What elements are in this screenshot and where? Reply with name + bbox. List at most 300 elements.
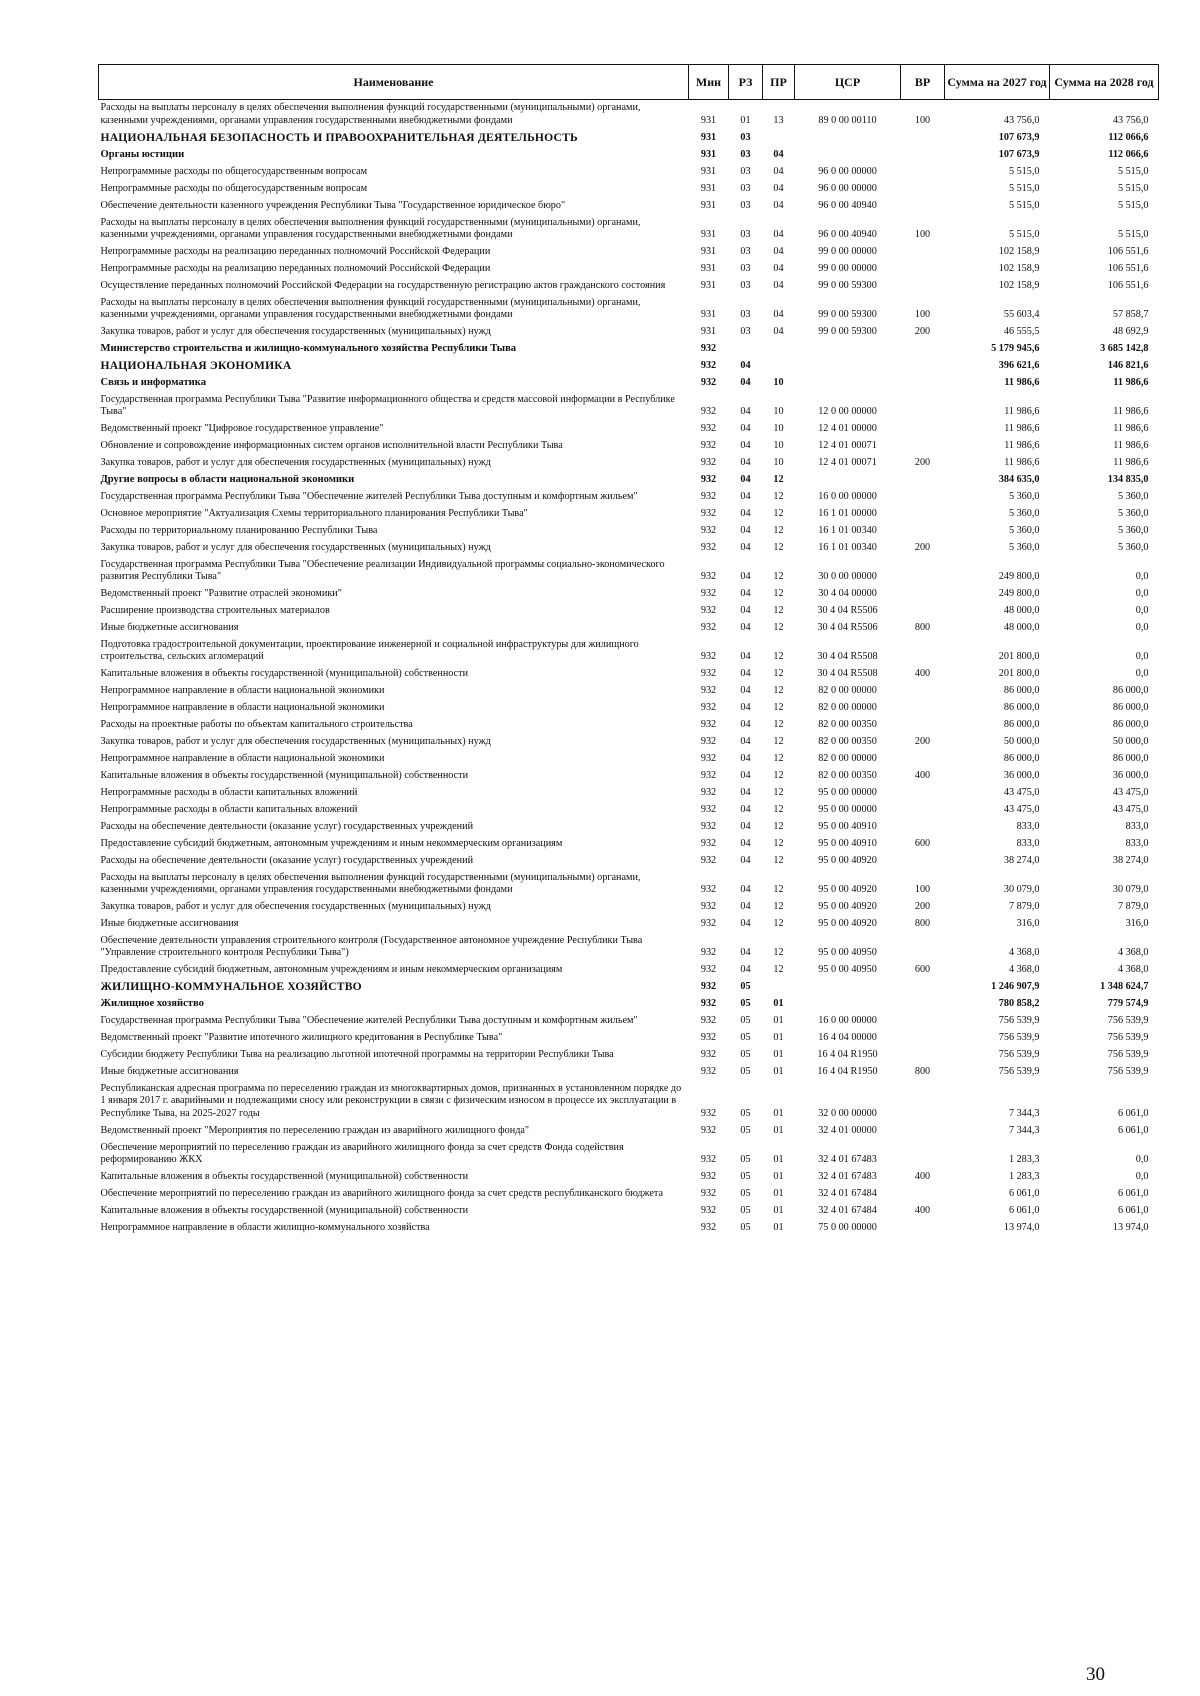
row-name: Ведомственный проект "Развитие отраслей экономики" [100,588,342,600]
row-sum-2028: 5 515,0 [1117,228,1149,240]
row-vr [901,1030,945,1047]
row-rz: 04 [740,804,751,816]
table-row [99,294,1159,323]
row-sum-2027: 107 673,9 [998,148,1040,160]
row-name: Предоставление субсидий бюджетным, автономным учреждениям и иным некоммерческим организациям [100,838,563,849]
row-name: Закупка товаров, работ и услуг для обеспечения государственных (муниципальных) нужд [100,456,491,468]
row-min: 932 [700,473,717,485]
table-row [99,1064,1159,1081]
row-pr: 12 [773,838,784,849]
row-rz: 05 [740,1124,751,1136]
row-vr: 200 [914,901,931,913]
row-rz: 04 [740,838,751,849]
row-name: Непрограммные расходы на реализацию переданных полномочий Российской Федерации [100,245,491,257]
row-vr [901,489,945,506]
row-rz: 04 [740,651,751,663]
row-sum-2028: 30 079,0 [1112,884,1149,896]
row-sum-2027: 249 800,0 [998,588,1040,600]
row-name: Закупка товаров, работ и услуг для обеспечения государственных (муниципальных) нужд [100,325,491,337]
row-vr [901,163,945,180]
row-name: Республиканская адресная программа по переселению граждан из многоквартирных домов, признанных в установленном порядке до 1 января 2017 г. аварийными и подлежащими сносу или реконструкции в связи с физическим износом в процессе их эксплуатации в Республике Тыва, на 2025-2027 годы [100,1083,682,1119]
row-sum-2028: 0,0 [1135,668,1149,680]
row-min: 932 [700,524,717,536]
row-rz: 05 [740,981,751,993]
row-sum-2027: 102 158,9 [998,262,1040,274]
row-sum-2028: 833,0 [1125,838,1149,849]
row-rz: 03 [740,325,751,337]
row-vr [901,853,945,870]
row-sum-2028: 86 000,0 [1112,685,1149,697]
row-sum-2027: 756 539,9 [998,1049,1040,1061]
row-sum-2028: 43 756,0 [1112,114,1149,126]
row-pr [763,979,795,996]
row-name: Капитальные вложения в объекты государственной (муниципальной) собственности [100,1170,469,1182]
row-sum-2028: 5 360,0 [1117,541,1149,553]
row-sum-2027: 7 344,3 [1008,1107,1040,1119]
row-vr [901,1013,945,1030]
row-csr: 95 0 00 40910 [818,838,877,849]
row-csr: 99 0 00 59300 [818,279,877,291]
row-csr: 32 4 01 67484 [818,1204,877,1216]
row-pr: 10 [773,439,784,451]
row-pr: 12 [773,651,784,663]
row-rz: 04 [740,901,751,913]
row-vr [901,1139,945,1168]
row-csr: 95 0 00 40920 [818,918,877,930]
row-sum-2027: 6 061,0 [1008,1187,1040,1199]
row-csr: 99 0 00 59300 [818,325,877,337]
row-vr [901,1185,945,1202]
row-rz: 04 [740,753,751,765]
row-sum-2027: 249 800,0 [998,571,1040,583]
row-sum-2028: 146 821,6 [1107,359,1149,371]
row-min: 931 [700,114,717,126]
row-pr: 01 [773,1066,784,1078]
row-csr: 30 0 00 00000 [818,571,877,583]
row-pr: 13 [773,114,784,126]
row-pr: 10 [773,456,784,468]
table-row [99,734,1159,751]
row-vr [901,340,945,357]
row-csr: 82 0 00 00000 [818,685,877,697]
row-rz: 04 [740,685,751,697]
row-vr: 400 [914,668,931,680]
row-vr [901,260,945,277]
budget-table [98,64,1159,1236]
row-rz: 03 [740,148,751,160]
row-csr: 12 0 00 00000 [818,405,877,417]
row-sum-2027: 5 515,0 [1008,228,1040,240]
table-row [99,586,1159,603]
row-vr [901,1122,945,1139]
row-sum-2027: 48 000,0 [1003,621,1040,633]
table-row [99,916,1159,933]
row-pr: 04 [773,148,784,160]
row-min: 931 [700,228,717,240]
row-name: Иные бюджетные ассигнования [100,1066,239,1078]
row-name: Ведомственный проект "Мероприятия по переселению граждан из аварийного жилищного фонда" [100,1124,530,1136]
table-row [99,899,1159,916]
row-name: Расходы на выплаты персоналу в целях обеспечения выполнения функций государственными (муниципальными) органами, казенными учреждениями, органами управления государственными внебюджетными фондами [100,871,641,896]
table-row [99,374,1159,391]
row-min: 932 [700,901,717,913]
row-pr: 12 [773,685,784,697]
row-rz: 04 [740,376,751,388]
row-vr [901,683,945,700]
table-row [99,1202,1159,1219]
row-min: 932 [700,342,717,354]
row-sum-2027: 86 000,0 [1003,702,1040,714]
row-csr [795,472,901,489]
table-row [99,455,1159,472]
row-rz: 04 [740,621,751,633]
table-row [99,717,1159,734]
row-rz: 03 [740,228,751,240]
header-sum-2027: Сумма на 2027 год [945,65,1050,100]
row-csr: 30 4 04 R5508 [817,668,878,680]
table-row [99,1122,1159,1139]
row-rz: 04 [740,719,751,731]
row-rz: 04 [740,490,751,502]
row-pr: 04 [773,165,784,177]
row-name: Жилищное хозяйство [100,998,204,1010]
row-csr: 32 4 01 67483 [818,1170,877,1182]
row-rz: 04 [740,821,751,833]
row-sum-2028: 1 348 624,7 [1100,981,1149,993]
row-pr: 04 [773,199,784,211]
row-sum-2028: 5 515,0 [1117,199,1149,211]
row-vr [901,505,945,522]
row-min: 932 [700,838,717,849]
table-row [99,768,1159,785]
row-sum-2028: 756 539,9 [1107,1049,1149,1061]
row-vr [901,472,945,489]
row-vr [901,421,945,438]
row-vr [901,438,945,455]
row-sum-2027: 43 475,0 [1003,787,1040,799]
row-vr: 600 [914,964,931,976]
row-rz: 03 [740,279,751,291]
row-pr [763,129,795,146]
row-csr: 16 1 01 00340 [818,541,877,553]
row-min: 932 [700,1066,717,1078]
table-row [99,489,1159,506]
table-row [99,666,1159,683]
row-pr: 01 [773,1170,784,1182]
row-pr: 04 [773,245,784,257]
row-rz: 03 [740,262,751,274]
row-csr: 89 0 00 00110 [818,114,877,126]
row-sum-2027: 396 621,6 [998,359,1040,371]
row-rz: 05 [740,1153,751,1165]
table-row [99,836,1159,853]
row-sum-2028: 5 515,0 [1117,182,1149,194]
row-sum-2027: 1 283,3 [1008,1153,1040,1165]
row-min: 932 [700,588,717,600]
row-rz: 05 [740,1221,751,1233]
row-vr [901,522,945,539]
row-pr: 12 [773,507,784,519]
row-sum-2027: 55 603,4 [1003,308,1040,320]
row-sum-2028: 6 061,0 [1117,1107,1149,1119]
row-csr [795,374,901,391]
row-name: Капитальные вложения в объекты государственной (муниципальной) собственности [100,770,469,782]
row-sum-2028: 0,0 [1135,605,1149,616]
row-name: Другие вопросы в области национальной экономики [100,473,355,485]
row-rz: 03 [740,165,751,177]
row-sum-2028: 7 879,0 [1117,901,1149,913]
row-csr: 82 0 00 00000 [818,753,877,765]
row-sum-2028: 36 000,0 [1112,770,1149,782]
table-row [99,683,1159,700]
row-pr: 04 [773,182,784,194]
row-sum-2028: 86 000,0 [1112,702,1149,714]
row-csr: 32 0 00 00000 [818,1107,877,1119]
row-min: 932 [700,376,717,388]
table-row [99,129,1159,146]
row-rz: 04 [740,668,751,680]
row-sum-2028: 106 551,6 [1107,279,1149,291]
row-vr [901,1081,945,1122]
page-number: 30 [1086,1664,1105,1685]
table-row [99,522,1159,539]
row-sum-2027: 86 000,0 [1003,753,1040,765]
row-sum-2027: 384 635,0 [998,473,1040,485]
row-csr: 16 0 00 00000 [818,490,877,502]
row-pr: 12 [773,854,784,866]
table-row [99,340,1159,357]
row-min: 932 [700,422,717,434]
table-row [99,962,1159,979]
row-sum-2027: 11 986,6 [1004,376,1040,388]
row-pr: 12 [773,918,784,930]
row-min: 932 [700,1015,717,1027]
row-vr [901,129,945,146]
row-rz: 04 [740,571,751,583]
row-sum-2027: 43 475,0 [1003,804,1040,816]
row-name: НАЦИОНАЛЬНАЯ БЕЗОПАСНОСТЬ И ПРАВООХРАНИТЕЛЬНАЯ ДЕЯТЕЛЬНОСТЬ [100,130,578,144]
row-pr: 01 [773,1187,784,1199]
row-pr: 12 [773,719,784,731]
header-pr: ПР [763,65,795,100]
table-row [99,472,1159,489]
row-csr: 30 4 04 00000 [818,588,877,600]
row-sum-2027: 4 368,0 [1008,964,1040,976]
row-sum-2028: 756 539,9 [1107,1032,1149,1044]
row-vr [901,1219,945,1236]
row-rz: 04 [740,736,751,748]
row-sum-2028: 106 551,6 [1107,262,1149,274]
row-min: 932 [700,571,717,583]
row-sum-2027: 201 800,0 [998,668,1040,680]
row-csr: 82 0 00 00350 [818,719,877,731]
row-vr: 800 [914,1066,931,1078]
row-min: 932 [700,702,717,714]
header-csr: ЦСР [795,65,901,100]
row-rz [729,340,763,357]
row-min: 932 [700,1221,717,1233]
header-name: Наименование [99,65,689,100]
row-sum-2027: 5 515,0 [1008,199,1040,211]
row-sum-2028: 0,0 [1135,1170,1149,1182]
row-name: Расходы на выплаты персоналу в целях обеспечения выполнения функций государственными (муниципальными) органами, казенными учреждениями, органами управления государственными внебюджетными фондами [100,102,641,126]
row-min: 932 [700,359,717,371]
table-row [99,996,1159,1013]
row-min: 932 [700,456,717,468]
row-min: 932 [700,981,717,993]
row-min: 932 [700,1187,717,1199]
row-sum-2027: 46 555,5 [1003,325,1040,337]
row-name: Обеспечение деятельности казенного учреждения Республики Тыва "Государственное юридическое бюро" [100,199,566,211]
row-sum-2027: 11 986,6 [1004,422,1040,434]
row-rz: 05 [740,998,751,1010]
row-pr: 12 [773,947,784,959]
row-min: 932 [700,964,717,976]
row-pr: 12 [773,668,784,680]
row-min: 932 [700,854,717,866]
row-sum-2028: 0,0 [1135,651,1149,663]
table-row [99,637,1159,666]
row-csr [795,340,901,357]
row-min: 932 [700,685,717,697]
row-name: Расширение производства строительных материалов [100,605,330,616]
row-pr: 10 [773,422,784,434]
table-row [99,421,1159,438]
row-pr: 01 [773,1221,784,1233]
row-min: 932 [700,736,717,748]
row-pr: 10 [773,376,784,388]
row-rz: 05 [740,1204,751,1216]
row-csr [795,996,901,1013]
row-pr: 12 [773,490,784,502]
row-sum-2027: 5 360,0 [1008,507,1040,519]
row-sum-2027: 102 158,9 [998,279,1040,291]
row-vr: 200 [914,736,931,748]
row-min: 932 [700,490,717,502]
row-rz: 04 [740,473,751,485]
row-pr: 12 [773,770,784,782]
row-csr [795,979,901,996]
row-sum-2028: 316,0 [1125,918,1149,930]
row-csr: 99 0 00 59300 [818,308,877,320]
row-sum-2028: 11 986,6 [1113,376,1149,388]
row-name: Органы юстиции [100,148,185,160]
row-sum-2027: 1 283,3 [1008,1170,1040,1182]
row-pr: 12 [773,605,784,616]
row-min: 932 [700,787,717,799]
row-pr: 12 [773,588,784,600]
table-row [99,1013,1159,1030]
row-sum-2028: 50 000,0 [1112,736,1149,748]
row-sum-2027: 5 179 945,6 [991,342,1040,354]
row-name: Закупка товаров, работ и услуг для обеспечения государственных (муниципальных) нужд [100,901,491,913]
row-rz: 01 [740,114,751,126]
row-csr: 16 4 04 00000 [818,1032,877,1044]
table-row [99,1030,1159,1047]
row-sum-2027: 102 158,9 [998,245,1040,257]
row-rz: 04 [740,405,751,417]
table-row [99,700,1159,717]
row-min: 932 [700,719,717,731]
row-pr: 01 [773,998,784,1010]
table-row [99,1219,1159,1236]
row-min: 932 [700,804,717,816]
row-min: 932 [700,507,717,519]
table-row [99,146,1159,163]
row-sum-2027: 107 673,9 [998,131,1040,143]
row-csr: 32 4 01 00000 [818,1124,877,1136]
row-pr: 04 [773,262,784,274]
table-row [99,1139,1159,1168]
row-min: 931 [700,199,717,211]
row-csr: 96 0 00 00000 [818,165,877,177]
row-sum-2027: 5 515,0 [1008,182,1040,194]
row-sum-2027: 756 539,9 [998,1015,1040,1027]
header-rz: РЗ [729,65,763,100]
row-min: 932 [700,541,717,553]
row-name: Ведомственный проект "Цифровое государственное управление" [100,422,384,434]
row-rz: 04 [740,541,751,553]
row-name: Закупка товаров, работ и услуг для обеспечения государственных (муниципальных) нужд [100,736,491,748]
row-csr: 12 4 01 00071 [818,439,877,451]
row-csr [795,146,901,163]
row-vr [901,802,945,819]
table-row [99,853,1159,870]
row-name: Предоставление субсидий бюджетным, автономным учреждениям и иным некоммерческим организациям [100,964,563,976]
row-csr [795,129,901,146]
row-name: Расходы на обеспечение деятельности (оказание услуг) государственных учреждений [100,854,474,866]
row-pr: 12 [773,787,784,799]
row-rz: 04 [740,359,751,371]
row-sum-2028: 11 986,6 [1113,405,1149,417]
row-rz: 04 [740,439,751,451]
row-pr: 04 [773,308,784,320]
row-sum-2028: 86 000,0 [1112,753,1149,765]
row-rz: 04 [740,787,751,799]
row-csr: 82 0 00 00000 [818,702,877,714]
row-name: Подготовка градостроительной документации, проектирование инженерной и социальной инфраструктуры для жилищного строительства, сельских агломераций [100,638,639,663]
table-row [99,556,1159,585]
row-sum-2027: 30 079,0 [1003,884,1040,896]
row-pr: 12 [773,821,784,833]
row-csr: 95 0 00 00000 [818,804,877,816]
row-name: Осуществление переданных полномочий Российской Федерации на государственную регистрацию актов гражданского состояния [100,279,666,291]
table-row [99,438,1159,455]
row-sum-2028: 779 574,9 [1107,998,1149,1010]
header-min: Мин [689,65,729,100]
row-sum-2027: 6 061,0 [1008,1204,1040,1216]
row-sum-2028: 3 685 142,8 [1100,342,1149,354]
row-name: Непрограммные расходы по общегосударственным вопросам [100,182,368,194]
row-vr [901,146,945,163]
row-sum-2027: 5 360,0 [1008,541,1040,553]
row-sum-2028: 11 986,6 [1113,439,1149,451]
row-vr [901,637,945,666]
row-vr: 100 [914,308,931,320]
row-csr: 95 0 00 40920 [818,854,877,866]
row-rz: 03 [740,245,751,257]
row-name: Иные бюджетные ассигнования [100,621,239,633]
row-rz: 04 [740,702,751,714]
row-vr [901,819,945,836]
row-sum-2027: 7 879,0 [1008,901,1040,913]
table-row [99,214,1159,243]
row-pr: 12 [773,753,784,765]
row-csr: 16 4 04 R1950 [817,1066,878,1078]
row-name: Расходы на выплаты персоналу в целях обеспечения выполнения функций государственными (муниципальными) органами, казенными учреждениями, органами управления государственными внебюджетными фондами [100,296,641,320]
row-sum-2028: 134 835,0 [1107,473,1149,485]
row-min: 932 [700,918,717,930]
